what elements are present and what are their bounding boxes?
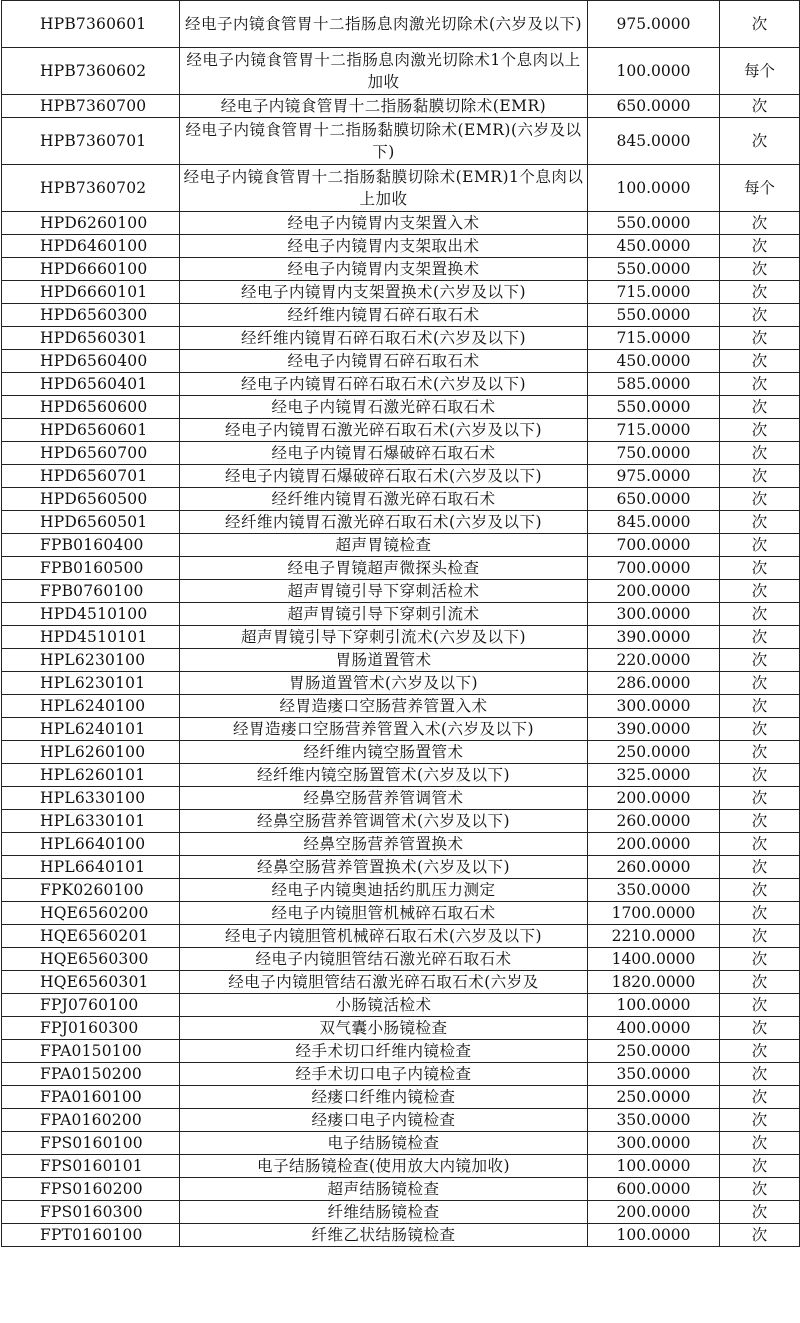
item-price-cell: 100.0000: [588, 1155, 720, 1178]
item-name-cell: 经电子内镜食管胃十二指肠黏膜切除术(EMR): [180, 95, 588, 118]
item-name-cell: 经胃造瘘口空肠营养管置入术: [180, 695, 588, 718]
item-name-cell: 经鼻空肠营养管调管术(六岁及以下): [180, 810, 588, 833]
item-name-cell: 经电子内镜胆管机械碎石取石术: [180, 902, 588, 925]
item-name-cell: 经瘘口纤维内镜检查: [180, 1086, 588, 1109]
item-name-cell: 经电子内镜食管胃十二指肠息肉激光切除术(六岁及以下): [180, 1, 588, 48]
table-row: [2, 879, 800, 902]
table-row: [2, 948, 800, 971]
item-code-cell: FPS0160100: [2, 1132, 180, 1155]
item-unit-cell: 次: [720, 419, 800, 442]
item-unit-cell: 次: [720, 626, 800, 649]
item-code-cell: FPS0160200: [2, 1178, 180, 1201]
item-price-cell: 350.0000: [588, 1109, 720, 1132]
item-unit-cell: 次: [720, 948, 800, 971]
item-name-cell: 小肠镜活检术: [180, 994, 588, 1017]
item-unit-cell: 次: [720, 856, 800, 879]
item-unit-cell: 次: [720, 1178, 800, 1201]
item-name-cell: 超声胃镜引导下穿刺活检术: [180, 580, 588, 603]
table-row: [2, 465, 800, 488]
item-code-cell: HPL6330101: [2, 810, 180, 833]
item-name-cell: 经纤维内镜空肠置管术(六岁及以下): [180, 764, 588, 787]
item-unit-cell: 次: [720, 557, 800, 580]
item-code-cell: HPL6330100: [2, 787, 180, 810]
item-name-cell: 经鼻空肠营养管调管术: [180, 787, 588, 810]
item-unit-cell: 次: [720, 95, 800, 118]
table-row: [2, 649, 800, 672]
table-row: [2, 580, 800, 603]
item-code-cell: HPD6560501: [2, 511, 180, 534]
item-unit-cell: 次: [720, 511, 800, 534]
table-row: [2, 741, 800, 764]
item-code-cell: HPD6660101: [2, 281, 180, 304]
table-row: [2, 511, 800, 534]
item-unit-cell: 次: [720, 1155, 800, 1178]
item-price-cell: 450.0000: [588, 235, 720, 258]
table-row: [2, 971, 800, 994]
item-code-cell: HPB7360701: [2, 118, 180, 165]
item-price-cell: 975.0000: [588, 1, 720, 48]
item-code-cell: HPL6640101: [2, 856, 180, 879]
item-unit-cell: 次: [720, 534, 800, 557]
item-price-cell: 550.0000: [588, 258, 720, 281]
table-row: [2, 1040, 800, 1063]
table-row: [2, 165, 800, 212]
item-unit-cell: 次: [720, 902, 800, 925]
item-name-cell: 经电子内镜胃内支架置换术(六岁及以下): [180, 281, 588, 304]
item-name-cell: 经电子内镜胃石碎石取石术(六岁及以下): [180, 373, 588, 396]
item-unit-cell: 次: [720, 327, 800, 350]
item-price-cell: 250.0000: [588, 741, 720, 764]
item-code-cell: HPL6640100: [2, 833, 180, 856]
item-price-cell: 2210.0000: [588, 925, 720, 948]
item-unit-cell: 次: [720, 118, 800, 165]
item-name-cell: 超声结肠镜检查: [180, 1178, 588, 1201]
item-code-cell: HPD6560401: [2, 373, 180, 396]
item-price-cell: 650.0000: [588, 488, 720, 511]
item-name-cell: 超声胃镜检查: [180, 534, 588, 557]
table-row: [2, 281, 800, 304]
item-unit-cell: 次: [720, 281, 800, 304]
table-row: [2, 925, 800, 948]
item-code-cell: HPB7360602: [2, 48, 180, 95]
item-code-cell: HPD6560301: [2, 327, 180, 350]
table-row: [2, 856, 800, 879]
table-row: [2, 787, 800, 810]
table-row: [2, 235, 800, 258]
item-name-cell: 经电子内镜胃石碎石取石术: [180, 350, 588, 373]
item-name-cell: 经纤维内镜胃石碎石取石术: [180, 304, 588, 327]
table-row: [2, 442, 800, 465]
item-price-cell: 1700.0000: [588, 902, 720, 925]
item-code-cell: FPS0160300: [2, 1201, 180, 1224]
item-code-cell: HPD6460100: [2, 235, 180, 258]
item-code-cell: FPJ0760100: [2, 994, 180, 1017]
item-code-cell: HPL6260100: [2, 741, 180, 764]
item-unit-cell: 次: [720, 879, 800, 902]
item-unit-cell: 次: [720, 442, 800, 465]
item-name-cell: 经电子内镜食管胃十二指肠黏膜切除术(EMR)1个息肉以上加收: [180, 165, 588, 212]
item-code-cell: FPA0160100: [2, 1086, 180, 1109]
item-price-cell: 845.0000: [588, 511, 720, 534]
item-price-cell: 715.0000: [588, 327, 720, 350]
table-row: [2, 902, 800, 925]
item-price-cell: 750.0000: [588, 442, 720, 465]
table-row: [2, 695, 800, 718]
table-row: [2, 373, 800, 396]
table-row: [2, 534, 800, 557]
item-price-cell: 350.0000: [588, 879, 720, 902]
item-code-cell: HPD6560500: [2, 488, 180, 511]
item-unit-cell: 次: [720, 1, 800, 48]
item-name-cell: 经电子内镜胃石爆破碎石取石术: [180, 442, 588, 465]
item-unit-cell: 次: [720, 465, 800, 488]
item-price-cell: 200.0000: [588, 833, 720, 856]
table-row: [2, 1155, 800, 1178]
item-price-cell: 550.0000: [588, 212, 720, 235]
item-unit-cell: 次: [720, 994, 800, 1017]
item-code-cell: HPD4510100: [2, 603, 180, 626]
item-code-cell: FPK0260100: [2, 879, 180, 902]
item-code-cell: HPB7360702: [2, 165, 180, 212]
item-price-cell: 250.0000: [588, 1086, 720, 1109]
item-name-cell: 经瘘口电子内镜检查: [180, 1109, 588, 1132]
table-row: [2, 1132, 800, 1155]
item-name-cell: 经电子内镜胃内支架置入术: [180, 212, 588, 235]
item-unit-cell: 次: [720, 695, 800, 718]
item-unit-cell: 次: [720, 580, 800, 603]
item-unit-cell: 次: [720, 212, 800, 235]
item-unit-cell: 次: [720, 1109, 800, 1132]
item-name-cell: 经电子内镜奥迪括约肌压力测定: [180, 879, 588, 902]
item-name-cell: 胃肠道置管术(六岁及以下): [180, 672, 588, 695]
item-unit-cell: 次: [720, 1017, 800, 1040]
item-unit-cell: 每个: [720, 165, 800, 212]
table-row: [2, 626, 800, 649]
item-code-cell: FPB0160500: [2, 557, 180, 580]
item-name-cell: 经电子内镜胃石爆破碎石取石术(六岁及以下): [180, 465, 588, 488]
table-row: [2, 994, 800, 1017]
item-price-cell: 715.0000: [588, 281, 720, 304]
table-row: [2, 603, 800, 626]
item-name-cell: 经纤维内镜胃石激光碎石取石术(六岁及以下): [180, 511, 588, 534]
item-unit-cell: 次: [720, 1086, 800, 1109]
item-name-cell: 纤维乙状结肠镜检查: [180, 1224, 588, 1247]
item-code-cell: HPL6230100: [2, 649, 180, 672]
item-unit-cell: 次: [720, 1063, 800, 1086]
item-price-cell: 550.0000: [588, 304, 720, 327]
item-name-cell: 经鼻空肠营养管置换术: [180, 833, 588, 856]
item-price-cell: 286.0000: [588, 672, 720, 695]
item-unit-cell: 次: [720, 764, 800, 787]
item-price-cell: 1820.0000: [588, 971, 720, 994]
item-unit-cell: 次: [720, 787, 800, 810]
item-unit-cell: 次: [720, 833, 800, 856]
item-price-cell: 700.0000: [588, 534, 720, 557]
table-row: [2, 327, 800, 350]
table-row: [2, 833, 800, 856]
item-unit-cell: 次: [720, 649, 800, 672]
item-code-cell: FPJ0160300: [2, 1017, 180, 1040]
item-name-cell: 经电子内镜胆管机械碎石取石术(六岁及以下): [180, 925, 588, 948]
price-table: [1, 0, 800, 1247]
item-price-cell: 350.0000: [588, 1063, 720, 1086]
item-name-cell: 电子结肠镜检查(使用放大内镜加收): [180, 1155, 588, 1178]
item-name-cell: 经纤维内镜胃石碎石取石术(六岁及以下): [180, 327, 588, 350]
item-name-cell: 超声胃镜引导下穿刺引流术(六岁及以下): [180, 626, 588, 649]
table-row: [2, 718, 800, 741]
item-unit-cell: 次: [720, 741, 800, 764]
item-unit-cell: 次: [720, 235, 800, 258]
item-code-cell: HPL6260101: [2, 764, 180, 787]
item-price-cell: 975.0000: [588, 465, 720, 488]
item-unit-cell: 次: [720, 304, 800, 327]
item-name-cell: 经胃造瘘口空肠营养管置入术(六岁及以下): [180, 718, 588, 741]
item-name-cell: 电子结肠镜检查: [180, 1132, 588, 1155]
item-name-cell: 经电子内镜食管胃十二指肠黏膜切除术(EMR)(六岁及以下): [180, 118, 588, 165]
item-price-cell: 650.0000: [588, 95, 720, 118]
item-code-cell: HPD6560300: [2, 304, 180, 327]
item-unit-cell: 次: [720, 1132, 800, 1155]
item-price-cell: 325.0000: [588, 764, 720, 787]
item-code-cell: HPB7360700: [2, 95, 180, 118]
item-price-cell: 220.0000: [588, 649, 720, 672]
item-price-cell: 200.0000: [588, 580, 720, 603]
table-row: [2, 258, 800, 281]
item-unit-cell: 次: [720, 258, 800, 281]
item-name-cell: 超声胃镜引导下穿刺引流术: [180, 603, 588, 626]
item-code-cell: HPD6560400: [2, 350, 180, 373]
item-unit-cell: 次: [720, 396, 800, 419]
item-name-cell: 经电子内镜胃石激光碎石取石术: [180, 396, 588, 419]
item-unit-cell: 次: [720, 925, 800, 948]
item-code-cell: HPD6260100: [2, 212, 180, 235]
table-row: [2, 419, 800, 442]
item-name-cell: 经电子内镜胆管结石激光碎石取石术: [180, 948, 588, 971]
item-code-cell: FPB0160400: [2, 534, 180, 557]
item-code-cell: HQE6560200: [2, 902, 180, 925]
item-price-cell: 715.0000: [588, 419, 720, 442]
item-unit-cell: 次: [720, 1201, 800, 1224]
table-row: [2, 1017, 800, 1040]
item-price-cell: 100.0000: [588, 1224, 720, 1247]
item-name-cell: 经电子内镜胃内支架取出术: [180, 235, 588, 258]
item-price-cell: 390.0000: [588, 718, 720, 741]
item-price-cell: 400.0000: [588, 1017, 720, 1040]
table-row: [2, 118, 800, 165]
table-row: [2, 1109, 800, 1132]
item-price-cell: 300.0000: [588, 695, 720, 718]
item-code-cell: HQE6560300: [2, 948, 180, 971]
item-unit-cell: 次: [720, 603, 800, 626]
item-code-cell: FPB0760100: [2, 580, 180, 603]
item-name-cell: 双气囊小肠镜检查: [180, 1017, 588, 1040]
table-row: [2, 1224, 800, 1247]
item-name-cell: 经电子内镜胃内支架置换术: [180, 258, 588, 281]
item-code-cell: HPB7360601: [2, 1, 180, 48]
item-price-cell: 1400.0000: [588, 948, 720, 971]
item-code-cell: HPL6230101: [2, 672, 180, 695]
item-unit-cell: 次: [720, 373, 800, 396]
item-price-cell: 250.0000: [588, 1040, 720, 1063]
item-price-cell: 100.0000: [588, 48, 720, 95]
price-table-body: [2, 1, 800, 1247]
item-code-cell: HPL6240100: [2, 695, 180, 718]
item-code-cell: HPD6560701: [2, 465, 180, 488]
table-row: [2, 212, 800, 235]
item-unit-cell: 次: [720, 488, 800, 511]
item-price-cell: 450.0000: [588, 350, 720, 373]
item-name-cell: 经纤维内镜空肠置管术: [180, 741, 588, 764]
item-name-cell: 经手术切口纤维内镜检查: [180, 1040, 588, 1063]
item-name-cell: 经电子胃镜超声微探头检查: [180, 557, 588, 580]
table-row: [2, 48, 800, 95]
item-code-cell: HPD6560600: [2, 396, 180, 419]
item-price-cell: 100.0000: [588, 165, 720, 212]
item-unit-cell: 次: [720, 350, 800, 373]
item-price-cell: 600.0000: [588, 1178, 720, 1201]
table-row: [2, 1086, 800, 1109]
item-code-cell: FPA0150100: [2, 1040, 180, 1063]
table-row: [2, 95, 800, 118]
item-unit-cell: 次: [720, 718, 800, 741]
item-code-cell: HPD4510101: [2, 626, 180, 649]
item-price-cell: 390.0000: [588, 626, 720, 649]
item-price-cell: 200.0000: [588, 787, 720, 810]
item-code-cell: HQE6560301: [2, 971, 180, 994]
table-row: [2, 304, 800, 327]
item-unit-cell: 次: [720, 971, 800, 994]
item-name-cell: 经手术切口电子内镜检查: [180, 1063, 588, 1086]
table-row: [2, 557, 800, 580]
item-price-cell: 260.0000: [588, 856, 720, 879]
item-code-cell: FPA0160200: [2, 1109, 180, 1132]
item-price-cell: 845.0000: [588, 118, 720, 165]
item-price-cell: 585.0000: [588, 373, 720, 396]
item-code-cell: HPD6660100: [2, 258, 180, 281]
item-code-cell: HPD6560700: [2, 442, 180, 465]
table-row: [2, 350, 800, 373]
item-unit-cell: 次: [720, 1040, 800, 1063]
item-name-cell: 胃肠道置管术: [180, 649, 588, 672]
item-code-cell: FPA0150200: [2, 1063, 180, 1086]
item-name-cell: 经电子内镜胃石激光碎石取石术(六岁及以下): [180, 419, 588, 442]
item-code-cell: HPL6240101: [2, 718, 180, 741]
item-unit-cell: 次: [720, 672, 800, 695]
item-price-cell: 700.0000: [588, 557, 720, 580]
table-row: [2, 396, 800, 419]
item-price-cell: 200.0000: [588, 1201, 720, 1224]
table-row: [2, 764, 800, 787]
table-row: [2, 672, 800, 695]
item-code-cell: HPD6560601: [2, 419, 180, 442]
item-unit-cell: 次: [720, 810, 800, 833]
table-row: [2, 810, 800, 833]
item-name-cell: 纤维结肠镜检查: [180, 1201, 588, 1224]
item-code-cell: FPT0160100: [2, 1224, 180, 1247]
table-row: [2, 1178, 800, 1201]
item-name-cell: 经纤维内镜胃石激光碎石取石术: [180, 488, 588, 511]
item-name-cell: 经电子内镜胆管结石激光碎石取石术(六岁及: [180, 971, 588, 994]
item-price-cell: 260.0000: [588, 810, 720, 833]
item-code-cell: FPS0160101: [2, 1155, 180, 1178]
item-unit-cell: 每个: [720, 48, 800, 95]
item-price-cell: 100.0000: [588, 994, 720, 1017]
item-name-cell: 经鼻空肠营养管置换术(六岁及以下): [180, 856, 588, 879]
table-row: [2, 1, 800, 48]
item-name-cell: 经电子内镜食管胃十二指肠息肉激光切除术1个息肉以上加收: [180, 48, 588, 95]
item-price-cell: 300.0000: [588, 1132, 720, 1155]
item-unit-cell: 次: [720, 1224, 800, 1247]
table-row: [2, 1201, 800, 1224]
table-row: [2, 1063, 800, 1086]
item-price-cell: 550.0000: [588, 396, 720, 419]
table-row: [2, 488, 800, 511]
item-code-cell: HQE6560201: [2, 925, 180, 948]
item-price-cell: 300.0000: [588, 603, 720, 626]
